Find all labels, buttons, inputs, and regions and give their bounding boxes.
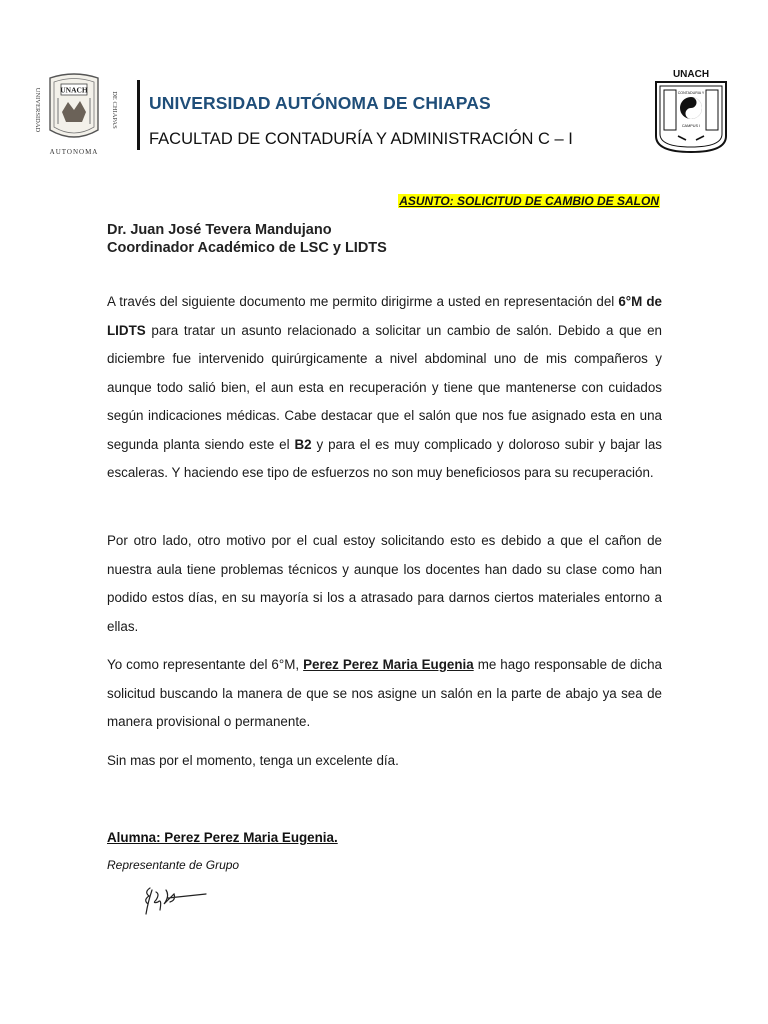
signatory-role: Representante de Grupo (107, 858, 240, 872)
seal-ring-left-text: UNIVERSIDAD (34, 87, 41, 133)
recipient-name: Dr. Juan José Tevera Mandujano (107, 222, 332, 238)
room-name: B2 (294, 436, 312, 452)
body-paragraph-1 (107, 288, 662, 488)
shield-campus-text: CAMPUS I (681, 124, 701, 128)
unach-seal-logo (28, 72, 120, 158)
group-name: 6°M de LIDTS (107, 294, 662, 338)
shield-title-text: UNACH (672, 69, 710, 80)
university-name: UNIVERSIDAD AUTÓNOMA DE CHIAPAS (149, 93, 491, 113)
body-paragraph-2: Por otro lado, otro motivo por el cual estoy solicitando esto es debido a que el cañon de nuestra aula tiene problemas técnicos y aunque los docentes han dado su clase como han podido estos días, en su mayoría si los a atrasado para darnos ciertos materiales entorno a ellas. (107, 533, 662, 634)
seal-ring-right-text: DE CHIAPAS (111, 91, 118, 129)
representative-name: Perez Perez Maria Eugenia (303, 657, 474, 672)
shield-inner-text: CONTADURIA Y (677, 91, 705, 95)
handwritten-signature (140, 880, 210, 922)
p1-text-c: y para el es muy complicado y doloroso subir y bajar las escaleras. Y haciendo ese tipo de esfuerzos no son muy beneficiosos para su recuperación. (107, 436, 662, 480)
p3-text-a: Yo como representante del 6°M, (107, 657, 304, 672)
p1-text-b: para tratar un asunto relacionado a solicitar un cambio de salón. Debido a que en diciembre fue intervenido quirúrgicamente a nivel abdominal uno de mis compañeros y aunque todo salió bien, el aun esta en recuperación y tiene que mantenerse con cuidados según indicaciones médicas. Cabe destacar que el salón que nos fue asignado esta en una segunda planta siendo este el (107, 322, 662, 452)
header-divider (137, 80, 140, 150)
signatory-name: Alumna: Perez Perez Maria Eugenia. (107, 830, 338, 845)
seal-bottom-text: AUTONOMA (49, 148, 99, 156)
seal-center-text: UNACH (60, 85, 88, 95)
recipient-title: Coordinador Académico de LSC y LIDTS (107, 240, 387, 256)
faculty-name: FACULTAD DE CONTADURÍA Y ADMINISTRACIÓN C – I (149, 130, 573, 148)
body-paragraph-3 (107, 651, 662, 737)
closing-paragraph: Sin mas por el momento, tenga un excelente día. (107, 753, 399, 768)
p1-text-a: A través del siguiente documento me permito dirigirme a usted en representación del (107, 294, 619, 309)
faculty-shield-logo (650, 66, 732, 154)
p3-text-b: me hago responsable de dicha solicitud buscando la manera de que se nos asigne un salón en la parte de abajo ya sea de manera provisional o permanente. (107, 657, 662, 729)
subject-line: ASUNTO: SOLICITUD DE CAMBIO DE SALON (399, 194, 659, 208)
